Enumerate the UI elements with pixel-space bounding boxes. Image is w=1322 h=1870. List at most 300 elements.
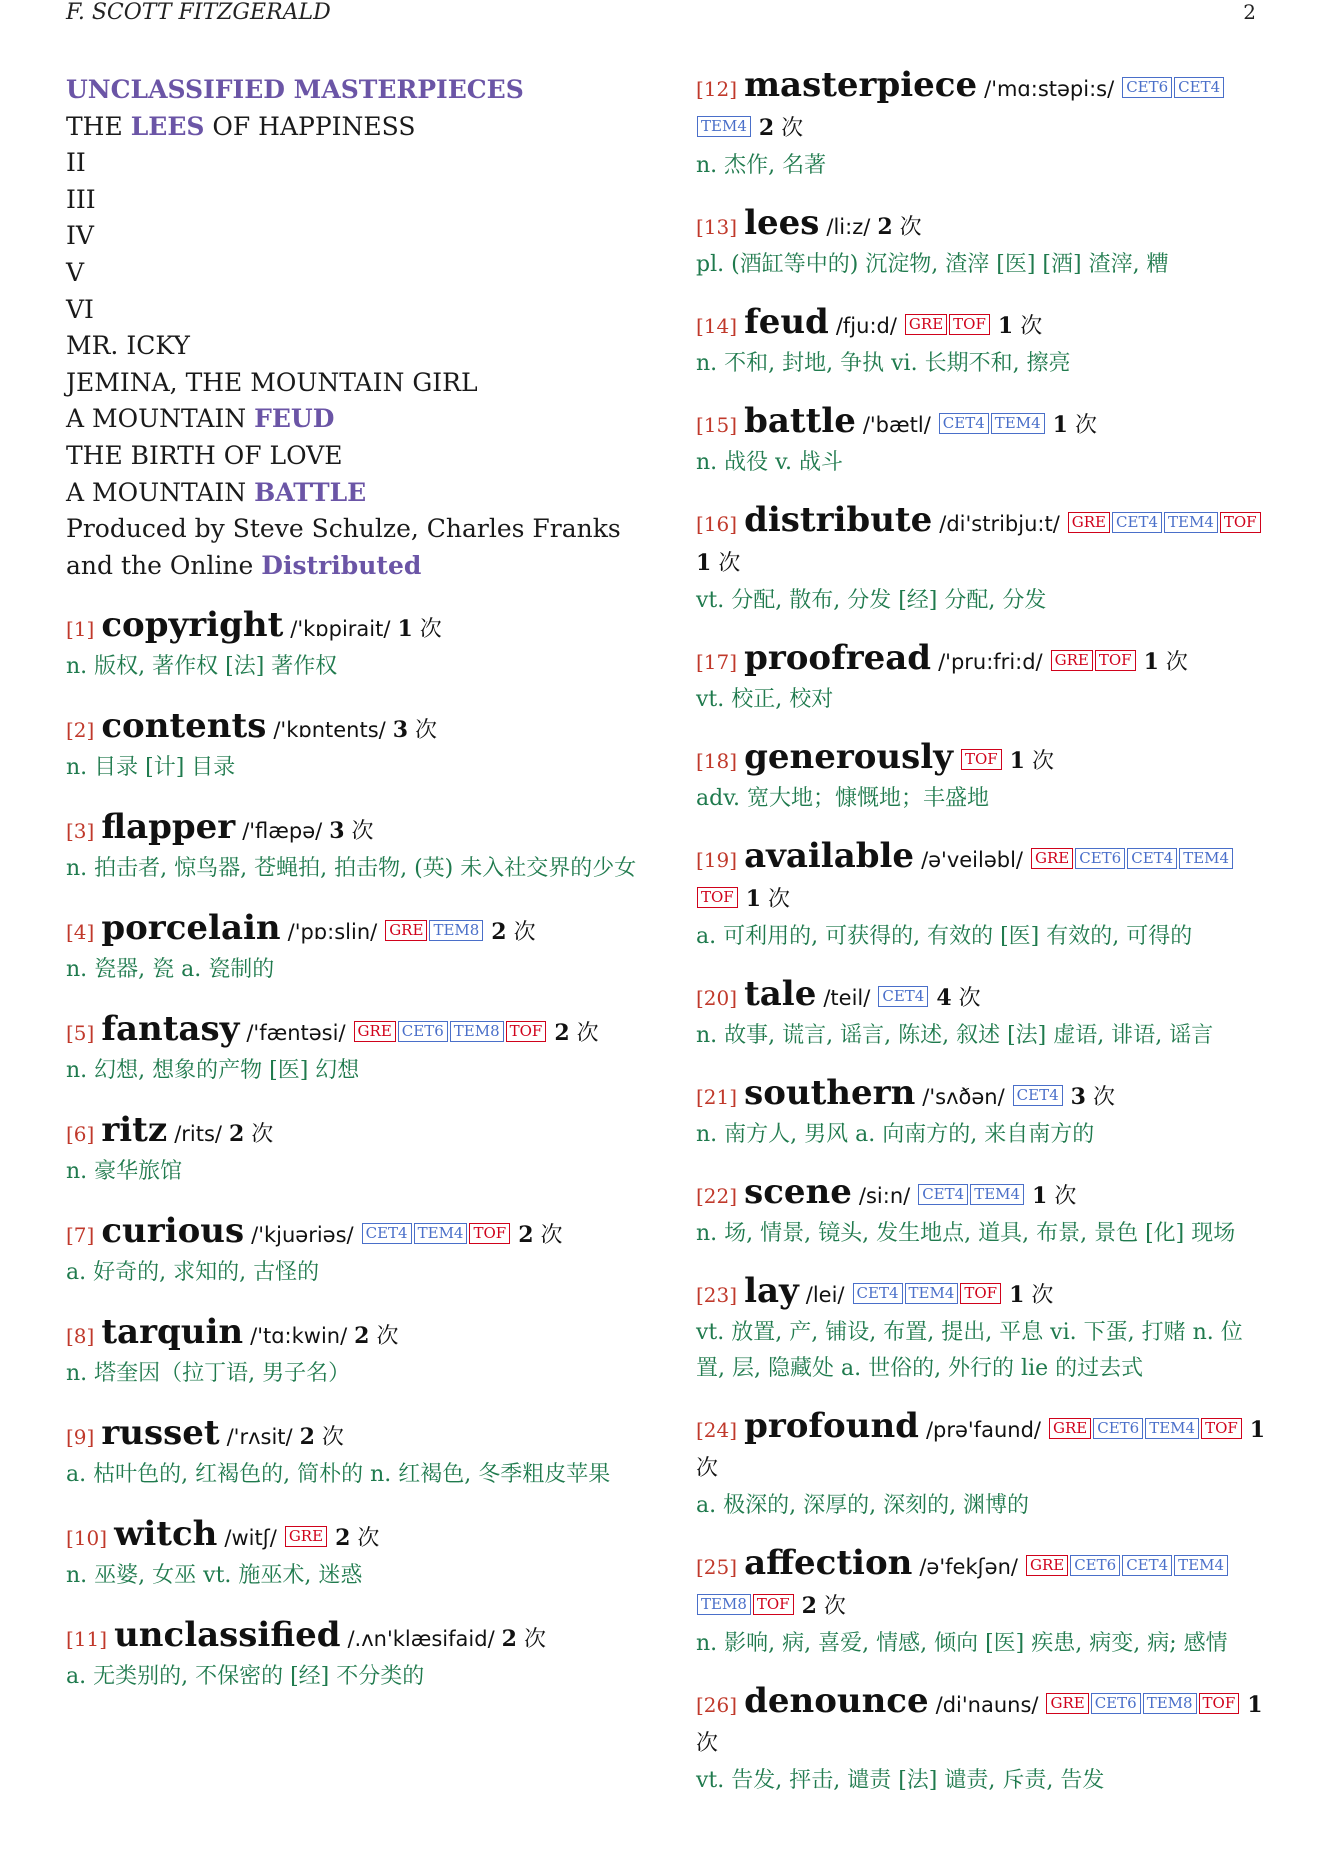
vocab-list-left bbox=[66, 606, 652, 1695]
exam-tag-badge: CET4 bbox=[1112, 512, 1162, 533]
vocab-entry bbox=[66, 606, 652, 685]
toc-text: III bbox=[66, 184, 96, 214]
vocab-entry bbox=[66, 1212, 652, 1291]
entry-word: southern bbox=[744, 1073, 916, 1113]
entry-phonetic: /'kjuəriəs/ bbox=[251, 1223, 354, 1248]
entry-headline bbox=[66, 909, 652, 952]
exam-tag-badge: CET6 bbox=[1091, 1693, 1141, 1714]
frequency-count: 1 bbox=[997, 313, 1014, 339]
entry-definition: a. 极深的, 深厚的, 深刻的, 渊博的 bbox=[696, 1493, 1030, 1518]
entry-headline bbox=[66, 808, 652, 851]
frequency-count: 2 bbox=[354, 1323, 370, 1350]
vocab-entry bbox=[696, 204, 1270, 283]
entry-phonetic: /'flæpə/ bbox=[242, 819, 323, 844]
entry-word: generously bbox=[744, 737, 953, 777]
entry-frequency bbox=[1064, 1085, 1115, 1110]
vocab-entry bbox=[696, 303, 1270, 382]
frequency-count: 3 bbox=[1070, 1084, 1086, 1110]
exam-tag-badge: GRE bbox=[1051, 650, 1093, 671]
frequency-count: 2 bbox=[299, 1424, 315, 1451]
exam-tag-badge: CET4 bbox=[939, 413, 989, 434]
entry-frequency bbox=[991, 314, 1042, 339]
vocab-entry bbox=[696, 501, 1270, 619]
entry-number: [22] bbox=[696, 1184, 738, 1208]
frequency-unit: 次 bbox=[1074, 413, 1097, 438]
entry-headline bbox=[696, 66, 1270, 148]
entry-definition: n. 场, 情景, 镜头, 发生地点, 道具, 布景, 景色 [化] 现场 bbox=[696, 1221, 1236, 1246]
entry-phonetic: /'sʌðən/ bbox=[922, 1085, 1005, 1109]
vocab-entry bbox=[66, 1616, 652, 1695]
frequency-count: 2 bbox=[554, 1020, 570, 1047]
entry-frequency bbox=[696, 551, 740, 576]
frequency-unit: 次 bbox=[823, 1594, 846, 1619]
entry-headline bbox=[696, 1272, 1270, 1315]
frequency-unit: 次 bbox=[351, 819, 374, 845]
entry-headline bbox=[696, 303, 1270, 346]
entry-phonetic: /prə'faund/ bbox=[925, 1418, 1041, 1442]
exam-tag-badge: CET6 bbox=[1122, 77, 1172, 98]
toc-line bbox=[66, 475, 652, 512]
entry-definition: n. 杰作, 名著 bbox=[696, 153, 827, 178]
entry-number: [8] bbox=[66, 1324, 95, 1349]
exam-tag-badge: CET4 bbox=[878, 986, 928, 1007]
exam-tag-badge: TOF bbox=[1199, 1693, 1240, 1714]
entry-word: russet bbox=[101, 1413, 220, 1454]
entry-definition: a. 可利用的, 可获得的, 有效的 [医] 有效的, 可得的 bbox=[696, 924, 1193, 949]
frequency-unit: 次 bbox=[576, 1021, 599, 1047]
entry-headline bbox=[66, 707, 652, 750]
entry-definition: a. 枯叶色的, 红褐色的, 简朴的 n. 红褐色, 冬季粗皮苹果 bbox=[66, 1462, 611, 1488]
entry-number: [13] bbox=[696, 215, 738, 239]
entry-definition: n. 版权, 著作权 [法] 著作权 bbox=[66, 654, 338, 680]
frequency-unit: 次 bbox=[1031, 749, 1054, 774]
entry-word: contents bbox=[101, 706, 267, 747]
entry-frequency bbox=[328, 1526, 379, 1551]
exam-tag-badge: GRE bbox=[1068, 512, 1110, 533]
entry-frequency bbox=[795, 1594, 846, 1619]
entry-number: [19] bbox=[696, 848, 738, 872]
frequency-unit: 次 bbox=[1165, 650, 1188, 675]
frequency-count: 3 bbox=[392, 717, 409, 744]
vocab-entry bbox=[66, 707, 652, 786]
entry-number: [24] bbox=[696, 1418, 738, 1442]
exam-tag-badge: TEM4 bbox=[697, 116, 751, 137]
entry-phonetic: /lei/ bbox=[805, 1283, 845, 1307]
toc-line bbox=[66, 401, 652, 438]
entry-definition: vt. 校正, 校对 bbox=[696, 687, 834, 712]
entry-number: [3] bbox=[66, 819, 95, 844]
frequency-unit: 次 bbox=[1031, 1283, 1054, 1308]
frequency-unit: 次 bbox=[1020, 314, 1043, 339]
entry-number: [10] bbox=[66, 1526, 108, 1551]
toc-text: JEMINA, THE MOUNTAIN GIRL bbox=[66, 367, 478, 397]
exam-tag-badge: TOF bbox=[469, 1223, 510, 1244]
frequency-count: 1 bbox=[1247, 1692, 1263, 1718]
frequency-count: 1 bbox=[1249, 1417, 1266, 1443]
entry-phonetic: /'rʌsit/ bbox=[226, 1425, 293, 1450]
frequency-unit: 次 bbox=[1054, 1184, 1077, 1209]
exam-tag-badge: CET6 bbox=[398, 1021, 448, 1042]
exam-tag-badge: CET4 bbox=[1013, 1085, 1063, 1106]
toc-text: VI bbox=[66, 294, 94, 324]
frequency-count: 1 bbox=[745, 886, 762, 912]
entry-word: copyright bbox=[101, 605, 284, 646]
entry-definition: a. 无类别的, 不保密的 [经] 不分类的 bbox=[66, 1664, 425, 1690]
entry-headline bbox=[696, 1407, 1270, 1488]
frequency-unit: 次 bbox=[523, 1627, 546, 1653]
exam-tag-badge: CET4 bbox=[1174, 77, 1224, 98]
entry-word: lay bbox=[744, 1271, 799, 1311]
entry-word: ritz bbox=[101, 1110, 168, 1151]
entry-number: [1] bbox=[66, 617, 95, 642]
entry-definition: n. 目录 [计] 目录 bbox=[66, 755, 236, 781]
vocab-entry bbox=[696, 402, 1270, 481]
entry-headline bbox=[696, 639, 1270, 682]
frequency-count: 1 bbox=[1009, 1282, 1025, 1308]
exam-tag-badge: TEM4 bbox=[970, 1184, 1024, 1205]
entry-definition: n. 南方人, 男风 a. 向南方的, 来自南方的 bbox=[696, 1122, 1095, 1147]
exam-tag-badge: TEM4 bbox=[1174, 1555, 1228, 1576]
entry-definition: n. 巫婆, 女巫 vt. 施巫术, 迷惑 bbox=[66, 1563, 363, 1589]
toc-text: V bbox=[66, 257, 85, 287]
entry-definition: vt. 放置, 产, 铺设, 布置, 提出, 平息 vi. 下蛋, 打赌 n. 位置, 层, 隐藏处 a. 世俗的, 外行的 lie 的过去式 bbox=[696, 1320, 1243, 1381]
entry-frequency bbox=[752, 116, 803, 141]
exam-tag-badge: TEM4 bbox=[1179, 848, 1233, 869]
entry-number: [26] bbox=[696, 1693, 738, 1717]
entry-phonetic: /ə'veiləbl/ bbox=[921, 848, 1024, 872]
toc-line bbox=[66, 182, 652, 219]
entry-word: tarquin bbox=[101, 1312, 244, 1353]
entry-word: porcelain bbox=[101, 908, 281, 949]
toc-line bbox=[66, 365, 652, 402]
toc-text: THE bbox=[66, 111, 131, 141]
frequency-count: 1 bbox=[397, 616, 413, 643]
entry-word: lees bbox=[744, 203, 820, 243]
toc-text: IV bbox=[66, 221, 94, 251]
entry-headline bbox=[66, 1616, 652, 1659]
exam-tag-badge: GRE bbox=[385, 920, 427, 941]
frequency-unit: 次 bbox=[696, 1731, 719, 1756]
frequency-count: 1 bbox=[1143, 649, 1159, 675]
exam-tag-badge: CET6 bbox=[1093, 1418, 1143, 1439]
exam-tag-badge: TEM4 bbox=[1145, 1418, 1199, 1439]
entry-definition: n. 塔奎因（拉丁语, 男子名） bbox=[66, 1361, 351, 1387]
entry-word: scene bbox=[744, 1172, 852, 1212]
vocab-list-right bbox=[696, 66, 1270, 1799]
entry-definition: vt. 分配, 散布, 分发 [经] 分配, 分发 bbox=[696, 588, 1047, 613]
entry-phonetic: /'pɒ:slin/ bbox=[287, 920, 378, 945]
entry-frequency bbox=[393, 718, 437, 743]
entry-definition: n. 影响, 病, 喜爱, 情感, 倾向 [医] 疾患, 病变, 病; 感情 bbox=[696, 1631, 1228, 1656]
table-of-contents bbox=[66, 72, 652, 584]
toc-text: A MOUNTAIN bbox=[66, 477, 255, 507]
frequency-unit: 次 bbox=[513, 920, 536, 946]
frequency-unit: 次 bbox=[768, 887, 791, 912]
entry-number: [20] bbox=[696, 986, 738, 1010]
vocab-entry bbox=[696, 639, 1270, 718]
vocab-entry bbox=[696, 738, 1270, 817]
entry-frequency bbox=[329, 819, 373, 844]
entry-headline bbox=[696, 501, 1270, 583]
toc-text: Produced by Steve Schulze, Charles Franks and the Online bbox=[66, 514, 621, 580]
entry-number: [11] bbox=[66, 1627, 108, 1652]
vocab-entry bbox=[66, 1010, 652, 1089]
vocab-entry bbox=[696, 1173, 1270, 1252]
toc-highlight-word: FEUD bbox=[254, 404, 335, 434]
frequency-count: 2 bbox=[491, 919, 507, 946]
entry-phonetic: /'tɑ:kwin/ bbox=[250, 1324, 348, 1349]
entry-number: [17] bbox=[696, 650, 738, 674]
entry-word: unclassified bbox=[114, 1615, 341, 1656]
left-column bbox=[66, 72, 652, 1695]
entry-frequency bbox=[229, 1122, 273, 1147]
frequency-count: 1 bbox=[1032, 1183, 1048, 1209]
entry-frequency bbox=[929, 986, 980, 1011]
toc-line bbox=[66, 328, 652, 365]
frequency-count: 1 bbox=[1009, 748, 1025, 774]
entry-headline bbox=[696, 204, 1270, 247]
frequency-unit: 次 bbox=[415, 718, 438, 744]
exam-tag-badge: CET6 bbox=[1075, 848, 1125, 869]
entry-number: [23] bbox=[696, 1283, 738, 1307]
exam-tag-badge: TOF bbox=[506, 1021, 547, 1042]
entry-word: masterpiece bbox=[744, 65, 978, 105]
entry-phonetic: /si:n/ bbox=[858, 1184, 911, 1208]
frequency-unit: 次 bbox=[251, 1122, 274, 1148]
entry-word: profound bbox=[744, 1406, 919, 1446]
frequency-count: 2 bbox=[518, 1222, 534, 1249]
entry-headline bbox=[696, 975, 1270, 1018]
entry-headline bbox=[696, 1173, 1270, 1216]
toc-line bbox=[66, 145, 652, 182]
frequency-count: 2 bbox=[228, 1121, 245, 1148]
entry-definition: vt. 告发, 抨击, 谴责 [法] 谴责, 斥责, 告发 bbox=[696, 1768, 1105, 1793]
entry-definition: n. 不和, 封地, 争执 vi. 长期不和, 擦亮 bbox=[696, 351, 1071, 376]
entry-phonetic: /li:z/ bbox=[826, 215, 871, 239]
entry-number: [6] bbox=[66, 1122, 95, 1147]
exam-tag-badge: CET4 bbox=[1122, 1555, 1172, 1576]
toc-highlight-word: LEES bbox=[130, 111, 205, 141]
entry-headline bbox=[696, 1682, 1270, 1763]
entry-phonetic: /'kɒpirait/ bbox=[290, 617, 391, 642]
exam-tag-badge: TEM8 bbox=[450, 1021, 504, 1042]
entry-phonetic: /di'nauns/ bbox=[935, 1693, 1039, 1717]
entry-number: [4] bbox=[66, 920, 95, 945]
toc-line bbox=[66, 109, 652, 146]
frequency-unit: 次 bbox=[781, 116, 804, 141]
frequency-unit: 次 bbox=[718, 551, 741, 576]
toc-text: II bbox=[66, 148, 86, 178]
page-header bbox=[66, 0, 1256, 30]
entry-word: fantasy bbox=[101, 1009, 240, 1050]
entry-headline bbox=[696, 738, 1270, 781]
entry-number: [21] bbox=[696, 1085, 738, 1109]
vocab-entry bbox=[696, 1544, 1270, 1662]
entry-definition: n. 瓷器, 瓷 a. 瓷制的 bbox=[66, 957, 275, 983]
exam-tag-badge: TEM4 bbox=[905, 1283, 959, 1304]
frequency-unit: 次 bbox=[899, 215, 922, 240]
frequency-count: 1 bbox=[1052, 412, 1068, 438]
exam-tag-badge: CET4 bbox=[1127, 848, 1177, 869]
frequency-unit: 次 bbox=[419, 617, 442, 643]
vocab-entry bbox=[66, 1313, 652, 1392]
entry-word: flapper bbox=[101, 807, 236, 848]
entry-phonetic: /'pru:fri:d/ bbox=[938, 650, 1043, 674]
entry-number: [18] bbox=[696, 749, 738, 773]
entry-definition: n. 拍击者, 惊鸟器, 苍蝇拍, 拍击物, (英) 未入社交界的少女 bbox=[66, 856, 637, 882]
frequency-unit: 次 bbox=[321, 1425, 344, 1451]
toc-line bbox=[66, 438, 652, 475]
toc-line bbox=[66, 255, 652, 292]
entry-frequency bbox=[300, 1425, 344, 1450]
frequency-unit: 次 bbox=[376, 1324, 399, 1350]
entry-word: affection bbox=[744, 1543, 913, 1583]
entry-phonetic: /di'stribju:t/ bbox=[939, 512, 1060, 536]
exam-tag-badge: CET6 bbox=[1070, 1555, 1120, 1576]
exam-tag-badge: TEM8 bbox=[429, 920, 483, 941]
vocab-entry bbox=[66, 1414, 652, 1493]
vocab-entry bbox=[66, 909, 652, 988]
exam-tag-badge: TOF bbox=[949, 314, 990, 335]
entry-headline bbox=[66, 1414, 652, 1457]
exam-tag-badge: GRE bbox=[285, 1526, 327, 1547]
exam-tag-badge: TOF bbox=[753, 1594, 794, 1615]
frequency-count: 2 bbox=[801, 1593, 817, 1619]
entry-definition: pl. (酒缸等中的) 沉淀物, 渣滓 [医] [酒] 渣滓, 糟 bbox=[696, 252, 1169, 277]
entry-frequency bbox=[1025, 1184, 1076, 1209]
frequency-unit: 次 bbox=[1092, 1085, 1115, 1110]
entry-phonetic: /'bætl/ bbox=[862, 413, 931, 437]
entry-word: distribute bbox=[744, 500, 933, 540]
entry-phonetic: /rits/ bbox=[174, 1122, 222, 1147]
vocab-entry bbox=[66, 1111, 652, 1190]
entry-phonetic: /witʃ/ bbox=[224, 1526, 277, 1551]
entry-frequency bbox=[511, 1223, 562, 1248]
vocab-entry bbox=[66, 1515, 652, 1594]
exam-tag-badge: TOF bbox=[1220, 512, 1261, 533]
exam-tag-badge: TOF bbox=[960, 1283, 1001, 1304]
toc-line bbox=[66, 511, 652, 584]
entry-number: [5] bbox=[66, 1021, 95, 1046]
entry-word: battle bbox=[744, 401, 856, 441]
exam-tag-badge: CET4 bbox=[853, 1283, 903, 1304]
entry-frequency bbox=[877, 215, 921, 240]
exam-tag-badge: CET4 bbox=[918, 1184, 968, 1205]
frequency-unit: 次 bbox=[540, 1223, 563, 1249]
frequency-count: 1 bbox=[696, 550, 712, 576]
entry-headline bbox=[66, 1010, 652, 1053]
vocab-entry bbox=[696, 1074, 1270, 1153]
entry-number: [2] bbox=[66, 718, 95, 743]
toc-line bbox=[66, 72, 652, 109]
entry-word: witch bbox=[114, 1514, 218, 1555]
frequency-count: 2 bbox=[501, 1626, 517, 1653]
entry-frequency bbox=[484, 920, 535, 945]
exam-tag-badge: CET4 bbox=[362, 1223, 412, 1244]
entry-definition: adv. 宽大地；慷慨地；丰盛地 bbox=[696, 786, 990, 811]
frequency-count: 3 bbox=[329, 818, 345, 845]
toc-line bbox=[66, 218, 652, 255]
frequency-count: 2 bbox=[335, 1525, 351, 1552]
entry-frequency bbox=[1002, 1283, 1053, 1308]
entry-number: [9] bbox=[66, 1425, 95, 1450]
vocab-entry bbox=[696, 1682, 1270, 1799]
entry-definition: a. 好奇的, 求知的, 古怪的 bbox=[66, 1260, 320, 1286]
entry-phonetic: /teil/ bbox=[823, 986, 871, 1010]
entry-number: [12] bbox=[696, 77, 738, 101]
entry-number: [14] bbox=[696, 314, 738, 338]
frequency-unit: 次 bbox=[696, 1456, 719, 1481]
frequency-unit: 次 bbox=[958, 986, 981, 1011]
exam-tag-badge: TOF bbox=[1201, 1418, 1242, 1439]
entry-number: [15] bbox=[696, 413, 738, 437]
frequency-count: 4 bbox=[936, 985, 952, 1011]
toc-text: OF HAPPINESS bbox=[204, 111, 416, 141]
exam-tag-badge: TEM4 bbox=[1164, 512, 1218, 533]
entry-definition: n. 战役 v. 战斗 bbox=[696, 450, 843, 475]
toc-highlight-word: Distributed bbox=[261, 550, 422, 580]
entry-number: [25] bbox=[696, 1555, 738, 1579]
entry-headline bbox=[66, 1111, 652, 1154]
entry-headline bbox=[696, 402, 1270, 445]
entry-definition: n. 故事, 谎言, 谣言, 陈述, 叙述 [法] 虚语, 诽语, 谣言 bbox=[696, 1023, 1214, 1048]
vocab-entry bbox=[696, 66, 1270, 184]
entry-word: denounce bbox=[744, 1681, 929, 1721]
entry-phonetic: /ə'fekʃən/ bbox=[919, 1555, 1018, 1579]
entry-frequency bbox=[547, 1021, 598, 1046]
entry-frequency bbox=[354, 1324, 398, 1349]
entry-definition: n. 豪华旅馆 bbox=[66, 1159, 183, 1185]
entry-headline bbox=[696, 1074, 1270, 1117]
entry-phonetic: /'kɒntents/ bbox=[273, 718, 386, 743]
frequency-count: 2 bbox=[877, 214, 893, 240]
exam-tag-badge: TEM8 bbox=[1143, 1693, 1197, 1714]
vocab-entry bbox=[696, 1272, 1270, 1387]
frequency-count: 2 bbox=[758, 115, 775, 141]
frequency-unit: 次 bbox=[357, 1526, 380, 1552]
entry-word: tale bbox=[744, 974, 817, 1014]
entry-frequency bbox=[502, 1627, 546, 1652]
entry-phonetic: /'mɑ:stəpi:s/ bbox=[984, 77, 1115, 101]
entry-number: [7] bbox=[66, 1223, 95, 1248]
vocab-entry bbox=[696, 837, 1270, 955]
entry-headline bbox=[66, 606, 652, 649]
exam-tag-badge: GRE bbox=[1049, 1418, 1091, 1439]
toc-text: A MOUNTAIN bbox=[66, 404, 255, 434]
entry-phonetic: /.ʌn'klæsifaid/ bbox=[347, 1627, 495, 1652]
entry-frequency bbox=[397, 617, 441, 642]
entry-phonetic: /fju:d/ bbox=[835, 314, 897, 338]
exam-tag-badge: GRE bbox=[1026, 1555, 1068, 1576]
entry-phonetic: /'fæntəsi/ bbox=[246, 1021, 346, 1046]
entry-frequency bbox=[739, 887, 790, 912]
entry-headline bbox=[66, 1212, 652, 1255]
page-number: 2 bbox=[1243, 0, 1256, 24]
exam-tag-badge: GRE bbox=[354, 1021, 396, 1042]
vocab-entry bbox=[696, 1407, 1270, 1524]
entry-frequency bbox=[1137, 650, 1188, 675]
toc-line bbox=[66, 292, 652, 329]
exam-tag-badge: TOF bbox=[1095, 650, 1136, 671]
vocab-entry bbox=[66, 808, 652, 887]
entry-word: feud bbox=[744, 302, 829, 342]
entry-frequency bbox=[1003, 749, 1054, 774]
entry-frequency bbox=[1046, 413, 1097, 438]
running-head-author: F. SCOTT FITZGERALD bbox=[66, 0, 331, 25]
entry-headline bbox=[66, 1515, 652, 1558]
entry-headline bbox=[66, 1313, 652, 1356]
exam-tag-badge: GRE bbox=[1031, 848, 1073, 869]
